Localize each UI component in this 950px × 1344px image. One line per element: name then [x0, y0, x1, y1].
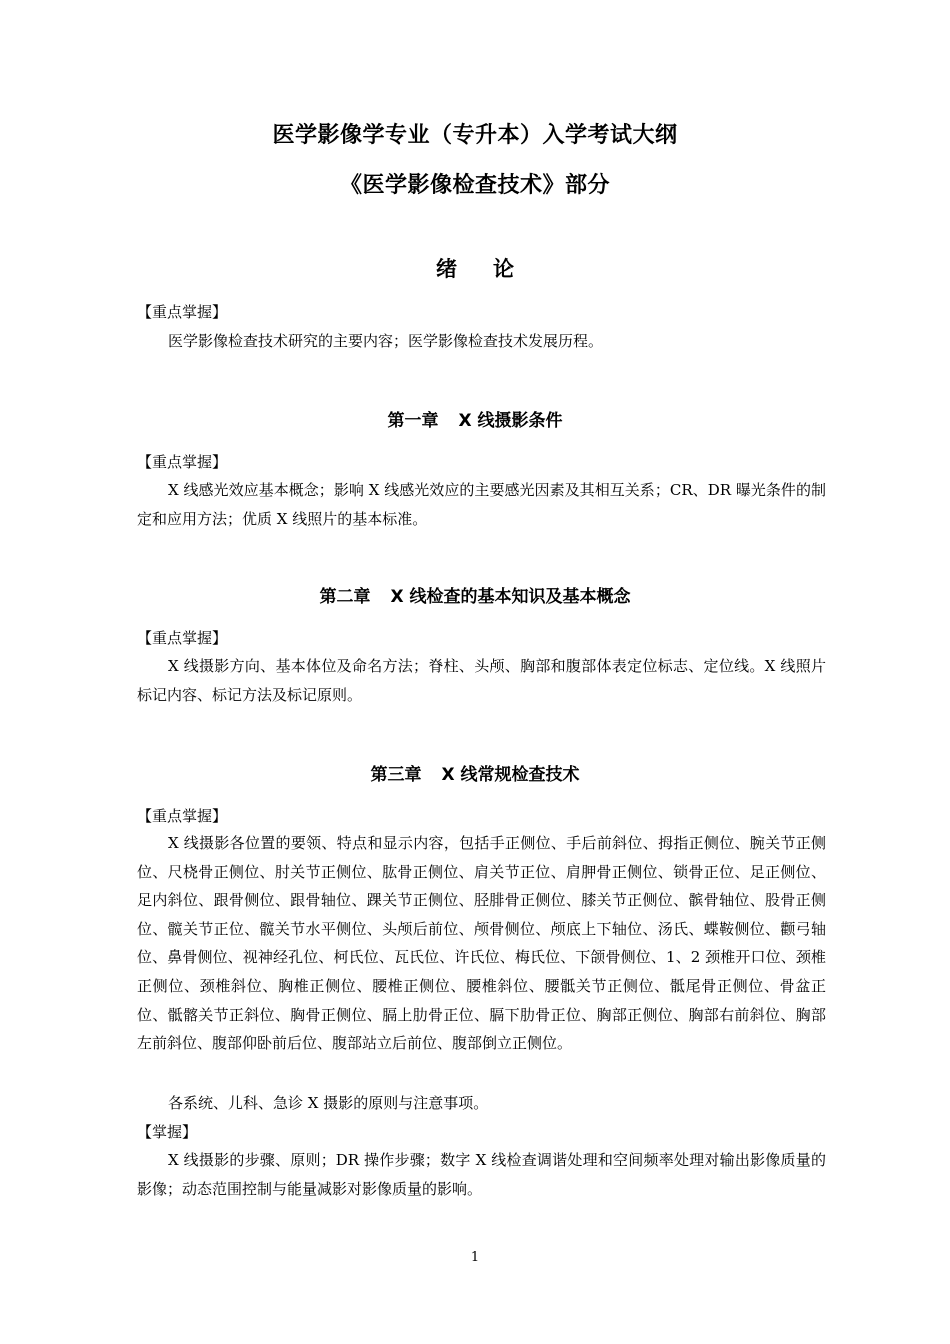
chapter-3-key-label: 【重点掌握】	[137, 807, 228, 825]
chapter-2-heading	[0, 582, 950, 607]
chapter-2-number: 第二章	[319, 587, 371, 607]
chapter-1-paragraph: X 线感光效应基本概念；影响 X 线感光效应的主要感光因素及其相互关系；CR、DR 曝光条件的制定和应用方法；优质 X 线照片的基本标准。	[137, 481, 826, 528]
chapter-1-key-label: 【重点掌握】	[137, 453, 228, 471]
chapter-1-name: X 线摄影条件	[458, 411, 563, 431]
chapter-3-heading	[0, 760, 950, 785]
intro-heading: 绪论	[436, 257, 550, 281]
chapter-2-name: X 线检查的基本知识及基本概念	[390, 587, 631, 607]
intro-key-label: 【重点掌握】	[137, 303, 228, 321]
chapter-2-paragraph: X 线摄影方向、基本体位及命名方法；脊柱、头颅、胸部和腹部体表定位标志、定位线。X 线照片标记内容、标记方法及标记原则。	[137, 657, 826, 704]
page-number: 1	[470, 1250, 480, 1265]
document-subtitle: 《医学影像检查技术》部分	[339, 173, 610, 198]
chapter-3-name: X 线常规检查技术	[441, 765, 580, 785]
intro-paragraph: 医学影像检查技术研究的主要内容；医学影像检查技术发展历程。	[168, 332, 604, 350]
chapter-3-number: 第三章	[370, 765, 422, 785]
chapter-3-paragraph-principles: 各系统、儿科、急诊 X 摄影的原则与注意事项。	[168, 1094, 489, 1112]
chapter-2-key-label: 【重点掌握】	[137, 629, 228, 647]
document-title: 医学影像学专业（专升本）入学考试大纲	[272, 123, 678, 148]
chapter-3-master-label: 【掌握】	[137, 1123, 198, 1141]
chapter-1-number: 第一章	[387, 411, 439, 431]
chapter-1-heading	[0, 406, 950, 431]
chapter-3-paragraph-positions: X 线摄影各位置的要领、特点和显示内容，包括手正侧位、手后前斜位、拇指正侧位、腕关节正侧位、尺桡骨正侧位、肘关节正侧位、肱骨正侧位、肩关节正位、肩胛骨正侧位、锁骨正位、足正侧位、足内斜位、跟骨侧位、跟骨轴位、踝关节正侧位、胫腓骨正侧位、膝关节正侧位、髌骨轴位、股骨正侧位、髋关节正位、髋关节水平侧位、头颅后前位、颅骨侧位、颅底上下轴位、汤氏、蝶鞍侧位、颧弓轴位、鼻骨侧位、视神经孔位、柯氏位、瓦氏位、许氏位、梅氏位、下颌骨侧位、1、2 颈椎开口位、颈椎正侧位、颈椎斜位、胸椎正侧位、腰椎正侧位、腰椎斜位、腰骶关节正侧位、骶尾骨正侧位、骨盆正位、骶髂关节正斜位、胸骨正侧位、膈上肋骨正位、膈下肋骨正位、胸部正侧位、胸部右前斜位、胸部左前斜位、腹部仰卧前后位、腹部站立后前位、腹部倒立正侧位。	[137, 834, 826, 1053]
chapter-3-paragraph-steps: X 线摄影的步骤、原则；DR 操作步骤；数字 X 线检查调谐处理和空间频率处理对输出影像质量的影像；动态范围控制与能量减影对影像质量的影响。	[137, 1151, 826, 1198]
